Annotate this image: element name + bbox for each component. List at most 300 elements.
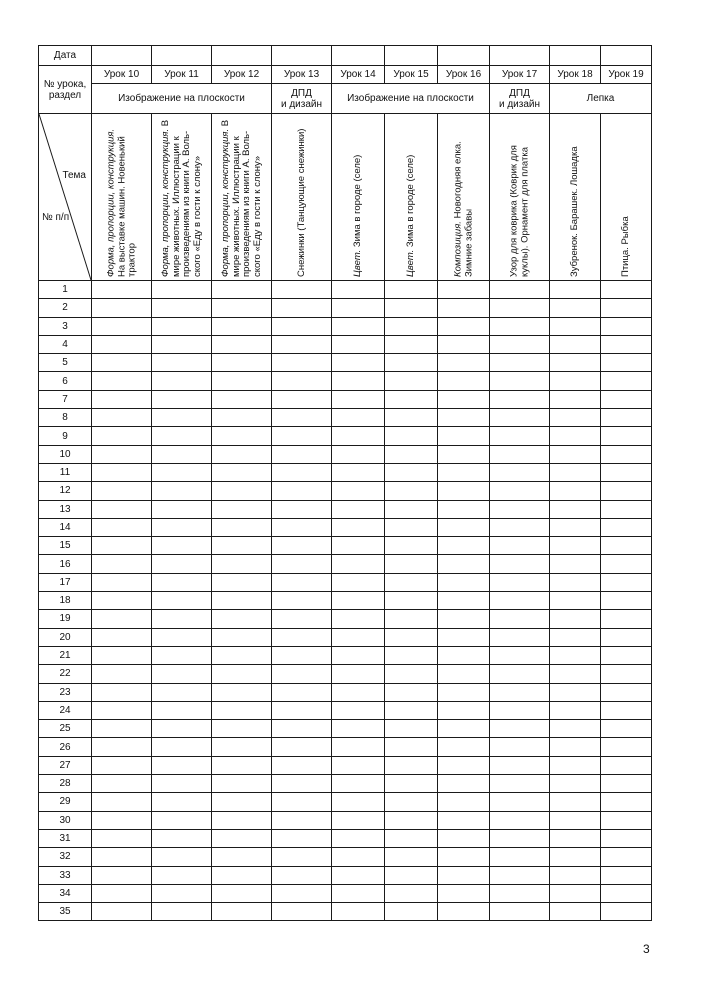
grade-cell[interactable] [601,390,652,408]
grade-cell[interactable] [385,829,438,847]
grade-cell[interactable] [212,354,272,372]
grade-cell[interactable] [152,317,212,335]
grade-cell[interactable] [152,555,212,573]
grade-cell[interactable] [601,793,652,811]
grade-cell[interactable] [272,281,332,299]
grade-cell[interactable] [438,756,490,774]
grade-cell[interactable] [385,500,438,518]
grade-cell[interactable] [385,592,438,610]
grade-cell[interactable] [438,683,490,701]
grade-cell[interactable] [438,463,490,481]
grade-cell[interactable] [212,793,272,811]
grade-cell[interactable] [92,335,152,353]
grade-cell[interactable] [272,299,332,317]
grade-cell[interactable] [92,500,152,518]
grade-cell[interactable] [272,463,332,481]
grade-cell[interactable] [92,738,152,756]
grade-cell[interactable] [438,884,490,902]
grade-cell[interactable] [550,427,601,445]
grade-cell[interactable] [385,903,438,921]
grade-cell[interactable] [550,482,601,500]
grade-cell[interactable] [601,903,652,921]
grade-cell[interactable] [212,555,272,573]
grade-cell[interactable] [490,884,550,902]
grade-cell[interactable] [152,628,212,646]
grade-cell[interactable] [272,738,332,756]
grade-cell[interactable] [550,610,601,628]
date-cell[interactable] [438,46,490,66]
grade-cell[interactable] [212,390,272,408]
grade-cell[interactable] [438,793,490,811]
grade-cell[interactable] [438,372,490,390]
grade-cell[interactable] [490,646,550,664]
grade-cell[interactable] [438,811,490,829]
grade-cell[interactable] [272,646,332,664]
grade-cell[interactable] [272,848,332,866]
grade-cell[interactable] [490,335,550,353]
grade-cell[interactable] [152,518,212,536]
date-cell[interactable] [385,46,438,66]
grade-cell[interactable] [550,756,601,774]
grade-cell[interactable] [490,701,550,719]
grade-cell[interactable] [490,281,550,299]
grade-cell[interactable] [332,427,385,445]
grade-cell[interactable] [385,409,438,427]
grade-cell[interactable] [385,427,438,445]
grade-cell[interactable] [550,866,601,884]
grade-cell[interactable] [272,793,332,811]
grade-cell[interactable] [332,354,385,372]
grade-cell[interactable] [92,756,152,774]
grade-cell[interactable] [152,390,212,408]
grade-cell[interactable] [212,299,272,317]
grade-cell[interactable] [332,628,385,646]
grade-cell[interactable] [332,701,385,719]
grade-cell[interactable] [490,829,550,847]
grade-cell[interactable] [332,665,385,683]
grade-cell[interactable] [272,756,332,774]
grade-cell[interactable] [385,775,438,793]
grade-cell[interactable] [92,372,152,390]
date-cell[interactable] [601,46,652,66]
grade-cell[interactable] [212,848,272,866]
grade-cell[interactable] [385,445,438,463]
grade-cell[interactable] [92,903,152,921]
grade-cell[interactable] [332,390,385,408]
grade-cell[interactable] [490,518,550,536]
grade-cell[interactable] [92,482,152,500]
grade-cell[interactable] [152,738,212,756]
grade-cell[interactable] [272,829,332,847]
grade-cell[interactable] [92,445,152,463]
grade-cell[interactable] [272,573,332,591]
grade-cell[interactable] [490,903,550,921]
grade-cell[interactable] [490,811,550,829]
grade-cell[interactable] [550,793,601,811]
grade-cell[interactable] [438,738,490,756]
grade-cell[interactable] [92,628,152,646]
grade-cell[interactable] [272,390,332,408]
grade-cell[interactable] [92,518,152,536]
grade-cell[interactable] [92,317,152,335]
grade-cell[interactable] [332,299,385,317]
grade-cell[interactable] [152,463,212,481]
grade-cell[interactable] [438,427,490,445]
grade-cell[interactable] [152,592,212,610]
grade-cell[interactable] [152,299,212,317]
grade-cell[interactable] [332,829,385,847]
grade-cell[interactable] [385,518,438,536]
grade-cell[interactable] [385,317,438,335]
grade-cell[interactable] [550,903,601,921]
grade-cell[interactable] [385,738,438,756]
grade-cell[interactable] [601,281,652,299]
grade-cell[interactable] [92,848,152,866]
grade-cell[interactable] [550,390,601,408]
grade-cell[interactable] [92,555,152,573]
grade-cell[interactable] [490,445,550,463]
grade-cell[interactable] [92,537,152,555]
grade-cell[interactable] [438,281,490,299]
grade-cell[interactable] [332,537,385,555]
grade-cell[interactable] [385,463,438,481]
grade-cell[interactable] [92,409,152,427]
grade-cell[interactable] [92,701,152,719]
grade-cell[interactable] [601,884,652,902]
grade-cell[interactable] [385,848,438,866]
grade-cell[interactable] [601,555,652,573]
grade-cell[interactable] [550,445,601,463]
grade-cell[interactable] [490,793,550,811]
grade-cell[interactable] [212,573,272,591]
grade-cell[interactable] [332,866,385,884]
grade-cell[interactable] [438,335,490,353]
grade-cell[interactable] [550,518,601,536]
grade-cell[interactable] [152,683,212,701]
grade-cell[interactable] [332,482,385,500]
grade-cell[interactable] [490,683,550,701]
grade-cell[interactable] [272,592,332,610]
grade-cell[interactable] [332,848,385,866]
grade-cell[interactable] [550,354,601,372]
grade-cell[interactable] [550,409,601,427]
grade-cell[interactable] [332,811,385,829]
date-cell[interactable] [92,46,152,66]
grade-cell[interactable] [212,646,272,664]
grade-cell[interactable] [212,610,272,628]
grade-cell[interactable] [490,299,550,317]
grade-cell[interactable] [550,372,601,390]
grade-cell[interactable] [550,592,601,610]
grade-cell[interactable] [332,518,385,536]
grade-cell[interactable] [490,775,550,793]
grade-cell[interactable] [550,335,601,353]
grade-cell[interactable] [601,463,652,481]
grade-cell[interactable] [490,756,550,774]
grade-cell[interactable] [385,793,438,811]
grade-cell[interactable] [385,646,438,664]
grade-cell[interactable] [601,482,652,500]
grade-cell[interactable] [152,427,212,445]
grade-cell[interactable] [490,537,550,555]
grade-cell[interactable] [152,372,212,390]
grade-cell[interactable] [438,555,490,573]
grade-cell[interactable] [212,884,272,902]
grade-cell[interactable] [212,738,272,756]
grade-cell[interactable] [385,482,438,500]
grade-cell[interactable] [438,701,490,719]
grade-cell[interactable] [212,518,272,536]
grade-cell[interactable] [152,354,212,372]
grade-cell[interactable] [212,317,272,335]
grade-cell[interactable] [601,756,652,774]
grade-cell[interactable] [272,628,332,646]
grade-cell[interactable] [438,610,490,628]
grade-cell[interactable] [92,665,152,683]
grade-cell[interactable] [332,445,385,463]
grade-cell[interactable] [332,372,385,390]
grade-cell[interactable] [601,646,652,664]
grade-cell[interactable] [92,592,152,610]
grade-cell[interactable] [92,793,152,811]
grade-cell[interactable] [272,665,332,683]
grade-cell[interactable] [385,756,438,774]
grade-cell[interactable] [272,683,332,701]
grade-cell[interactable] [152,829,212,847]
grade-cell[interactable] [438,720,490,738]
grade-cell[interactable] [438,537,490,555]
grade-cell[interactable] [332,592,385,610]
grade-cell[interactable] [272,555,332,573]
grade-cell[interactable] [490,463,550,481]
grade-cell[interactable] [490,720,550,738]
grade-cell[interactable] [92,646,152,664]
grade-cell[interactable] [490,665,550,683]
date-cell[interactable] [332,46,385,66]
date-cell[interactable] [490,46,550,66]
grade-cell[interactable] [332,720,385,738]
grade-cell[interactable] [550,848,601,866]
grade-cell[interactable] [490,482,550,500]
grade-cell[interactable] [272,775,332,793]
grade-cell[interactable] [332,610,385,628]
grade-cell[interactable] [212,665,272,683]
grade-cell[interactable] [152,409,212,427]
grade-cell[interactable] [550,537,601,555]
grade-cell[interactable] [601,775,652,793]
grade-cell[interactable] [332,335,385,353]
grade-cell[interactable] [212,427,272,445]
grade-cell[interactable] [550,829,601,847]
grade-cell[interactable] [332,683,385,701]
grade-cell[interactable] [601,335,652,353]
grade-cell[interactable] [385,537,438,555]
grade-cell[interactable] [272,701,332,719]
grade-cell[interactable] [550,573,601,591]
grade-cell[interactable] [212,775,272,793]
grade-cell[interactable] [272,500,332,518]
grade-cell[interactable] [332,463,385,481]
grade-cell[interactable] [92,299,152,317]
grade-cell[interactable] [212,500,272,518]
grade-cell[interactable] [272,518,332,536]
grade-cell[interactable] [601,445,652,463]
grade-cell[interactable] [601,811,652,829]
grade-cell[interactable] [438,829,490,847]
grade-cell[interactable] [601,829,652,847]
grade-cell[interactable] [272,372,332,390]
grade-cell[interactable] [332,756,385,774]
grade-cell[interactable] [385,390,438,408]
grade-cell[interactable] [152,720,212,738]
grade-cell[interactable] [601,592,652,610]
grade-cell[interactable] [332,555,385,573]
grade-cell[interactable] [92,463,152,481]
grade-cell[interactable] [332,738,385,756]
grade-cell[interactable] [550,884,601,902]
grade-cell[interactable] [550,628,601,646]
grade-cell[interactable] [272,884,332,902]
grade-cell[interactable] [152,866,212,884]
grade-cell[interactable] [550,500,601,518]
grade-cell[interactable] [152,500,212,518]
grade-cell[interactable] [438,628,490,646]
grade-cell[interactable] [92,610,152,628]
grade-cell[interactable] [272,335,332,353]
grade-cell[interactable] [152,701,212,719]
grade-cell[interactable] [332,409,385,427]
grade-cell[interactable] [601,317,652,335]
grade-cell[interactable] [272,317,332,335]
grade-cell[interactable] [385,335,438,353]
grade-cell[interactable] [550,811,601,829]
grade-cell[interactable] [550,463,601,481]
grade-cell[interactable] [490,628,550,646]
grade-cell[interactable] [332,793,385,811]
grade-cell[interactable] [385,299,438,317]
grade-cell[interactable] [601,573,652,591]
grade-cell[interactable] [212,829,272,847]
grade-cell[interactable] [212,281,272,299]
grade-cell[interactable] [385,555,438,573]
grade-cell[interactable] [152,811,212,829]
grade-cell[interactable] [438,903,490,921]
grade-cell[interactable] [92,720,152,738]
date-cell[interactable] [272,46,332,66]
grade-cell[interactable] [490,372,550,390]
grade-cell[interactable] [385,884,438,902]
grade-cell[interactable] [385,701,438,719]
grade-cell[interactable] [212,482,272,500]
grade-cell[interactable] [212,701,272,719]
grade-cell[interactable] [272,866,332,884]
grade-cell[interactable] [152,903,212,921]
grade-cell[interactable] [550,665,601,683]
grade-cell[interactable] [385,665,438,683]
grade-cell[interactable] [92,427,152,445]
grade-cell[interactable] [152,884,212,902]
grade-cell[interactable] [152,445,212,463]
grade-cell[interactable] [550,555,601,573]
grade-cell[interactable] [601,500,652,518]
grade-cell[interactable] [152,482,212,500]
grade-cell[interactable] [212,537,272,555]
grade-cell[interactable] [490,555,550,573]
grade-cell[interactable] [272,445,332,463]
grade-cell[interactable] [550,720,601,738]
grade-cell[interactable] [332,775,385,793]
grade-cell[interactable] [92,811,152,829]
grade-cell[interactable] [272,427,332,445]
grade-cell[interactable] [550,317,601,335]
grade-cell[interactable] [490,592,550,610]
grade-cell[interactable] [438,445,490,463]
grade-cell[interactable] [212,409,272,427]
grade-cell[interactable] [438,409,490,427]
grade-cell[interactable] [438,573,490,591]
grade-cell[interactable] [438,848,490,866]
grade-cell[interactable] [550,775,601,793]
grade-cell[interactable] [332,500,385,518]
grade-cell[interactable] [152,610,212,628]
grade-cell[interactable] [385,628,438,646]
grade-cell[interactable] [438,482,490,500]
grade-cell[interactable] [152,793,212,811]
grade-cell[interactable] [438,354,490,372]
grade-cell[interactable] [332,317,385,335]
grade-cell[interactable] [212,683,272,701]
grade-cell[interactable] [601,518,652,536]
grade-cell[interactable] [272,409,332,427]
grade-cell[interactable] [490,409,550,427]
grade-cell[interactable] [272,537,332,555]
grade-cell[interactable] [385,354,438,372]
grade-cell[interactable] [601,628,652,646]
grade-cell[interactable] [490,738,550,756]
grade-cell[interactable] [550,738,601,756]
grade-cell[interactable] [601,738,652,756]
grade-cell[interactable] [272,610,332,628]
grade-cell[interactable] [550,299,601,317]
grade-cell[interactable] [490,573,550,591]
grade-cell[interactable] [438,775,490,793]
grade-cell[interactable] [332,884,385,902]
grade-cell[interactable] [152,537,212,555]
grade-cell[interactable] [490,427,550,445]
grade-cell[interactable] [152,848,212,866]
grade-cell[interactable] [601,427,652,445]
grade-cell[interactable] [152,335,212,353]
grade-cell[interactable] [332,573,385,591]
grade-cell[interactable] [92,390,152,408]
grade-cell[interactable] [385,866,438,884]
grade-cell[interactable] [438,866,490,884]
grade-cell[interactable] [152,646,212,664]
grade-cell[interactable] [385,610,438,628]
grade-cell[interactable] [152,573,212,591]
grade-cell[interactable] [385,720,438,738]
grade-cell[interactable] [92,866,152,884]
grade-cell[interactable] [385,372,438,390]
grade-cell[interactable] [212,592,272,610]
date-cell[interactable] [152,46,212,66]
grade-cell[interactable] [92,884,152,902]
grade-cell[interactable] [601,866,652,884]
grade-cell[interactable] [601,848,652,866]
grade-cell[interactable] [438,518,490,536]
grade-cell[interactable] [601,720,652,738]
grade-cell[interactable] [601,683,652,701]
